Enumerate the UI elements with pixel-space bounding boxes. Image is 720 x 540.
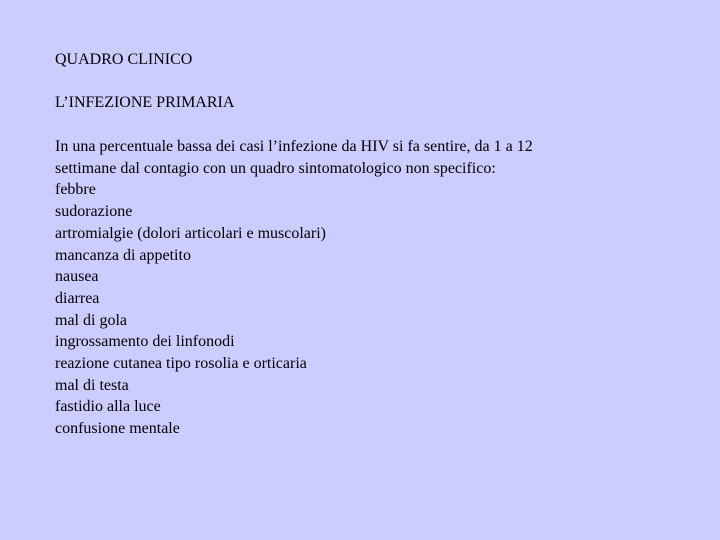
slide-title: QUADRO CLINICO xyxy=(55,51,193,68)
symptom-item: reazione cutanea tipo rosolia e orticaria xyxy=(55,355,307,373)
symptom-item: ingrossamento dei linfonodi xyxy=(55,333,235,351)
symptom-item: febbre xyxy=(55,181,96,199)
symptom-item: confusione mentale xyxy=(55,420,180,438)
symptom-item: artromialgie (dolori articolari e muscolari) xyxy=(55,224,326,242)
symptom-item: sudorazione xyxy=(55,203,133,221)
symptom-item: mancanza di appetito xyxy=(55,246,191,264)
slide-body xyxy=(55,136,675,440)
symptom-item: diarrea xyxy=(55,289,100,307)
slide-subtitle: L’INFEZIONE PRIMARIA xyxy=(55,94,235,111)
intro-line-1: In una percentuale bassa dei casi l’infezione da HIV si fa sentire, da 1 a 12 xyxy=(55,138,533,155)
symptom-item: mal di testa xyxy=(55,376,129,394)
symptom-item: mal di gola xyxy=(55,311,127,329)
symptom-item: nausea xyxy=(55,268,99,286)
intro-line-2: settimane dal contagio con un quadro sintomatologico non specifico: xyxy=(55,159,496,177)
symptom-list xyxy=(55,179,675,439)
symptom-item: fastidio alla luce xyxy=(55,398,161,416)
